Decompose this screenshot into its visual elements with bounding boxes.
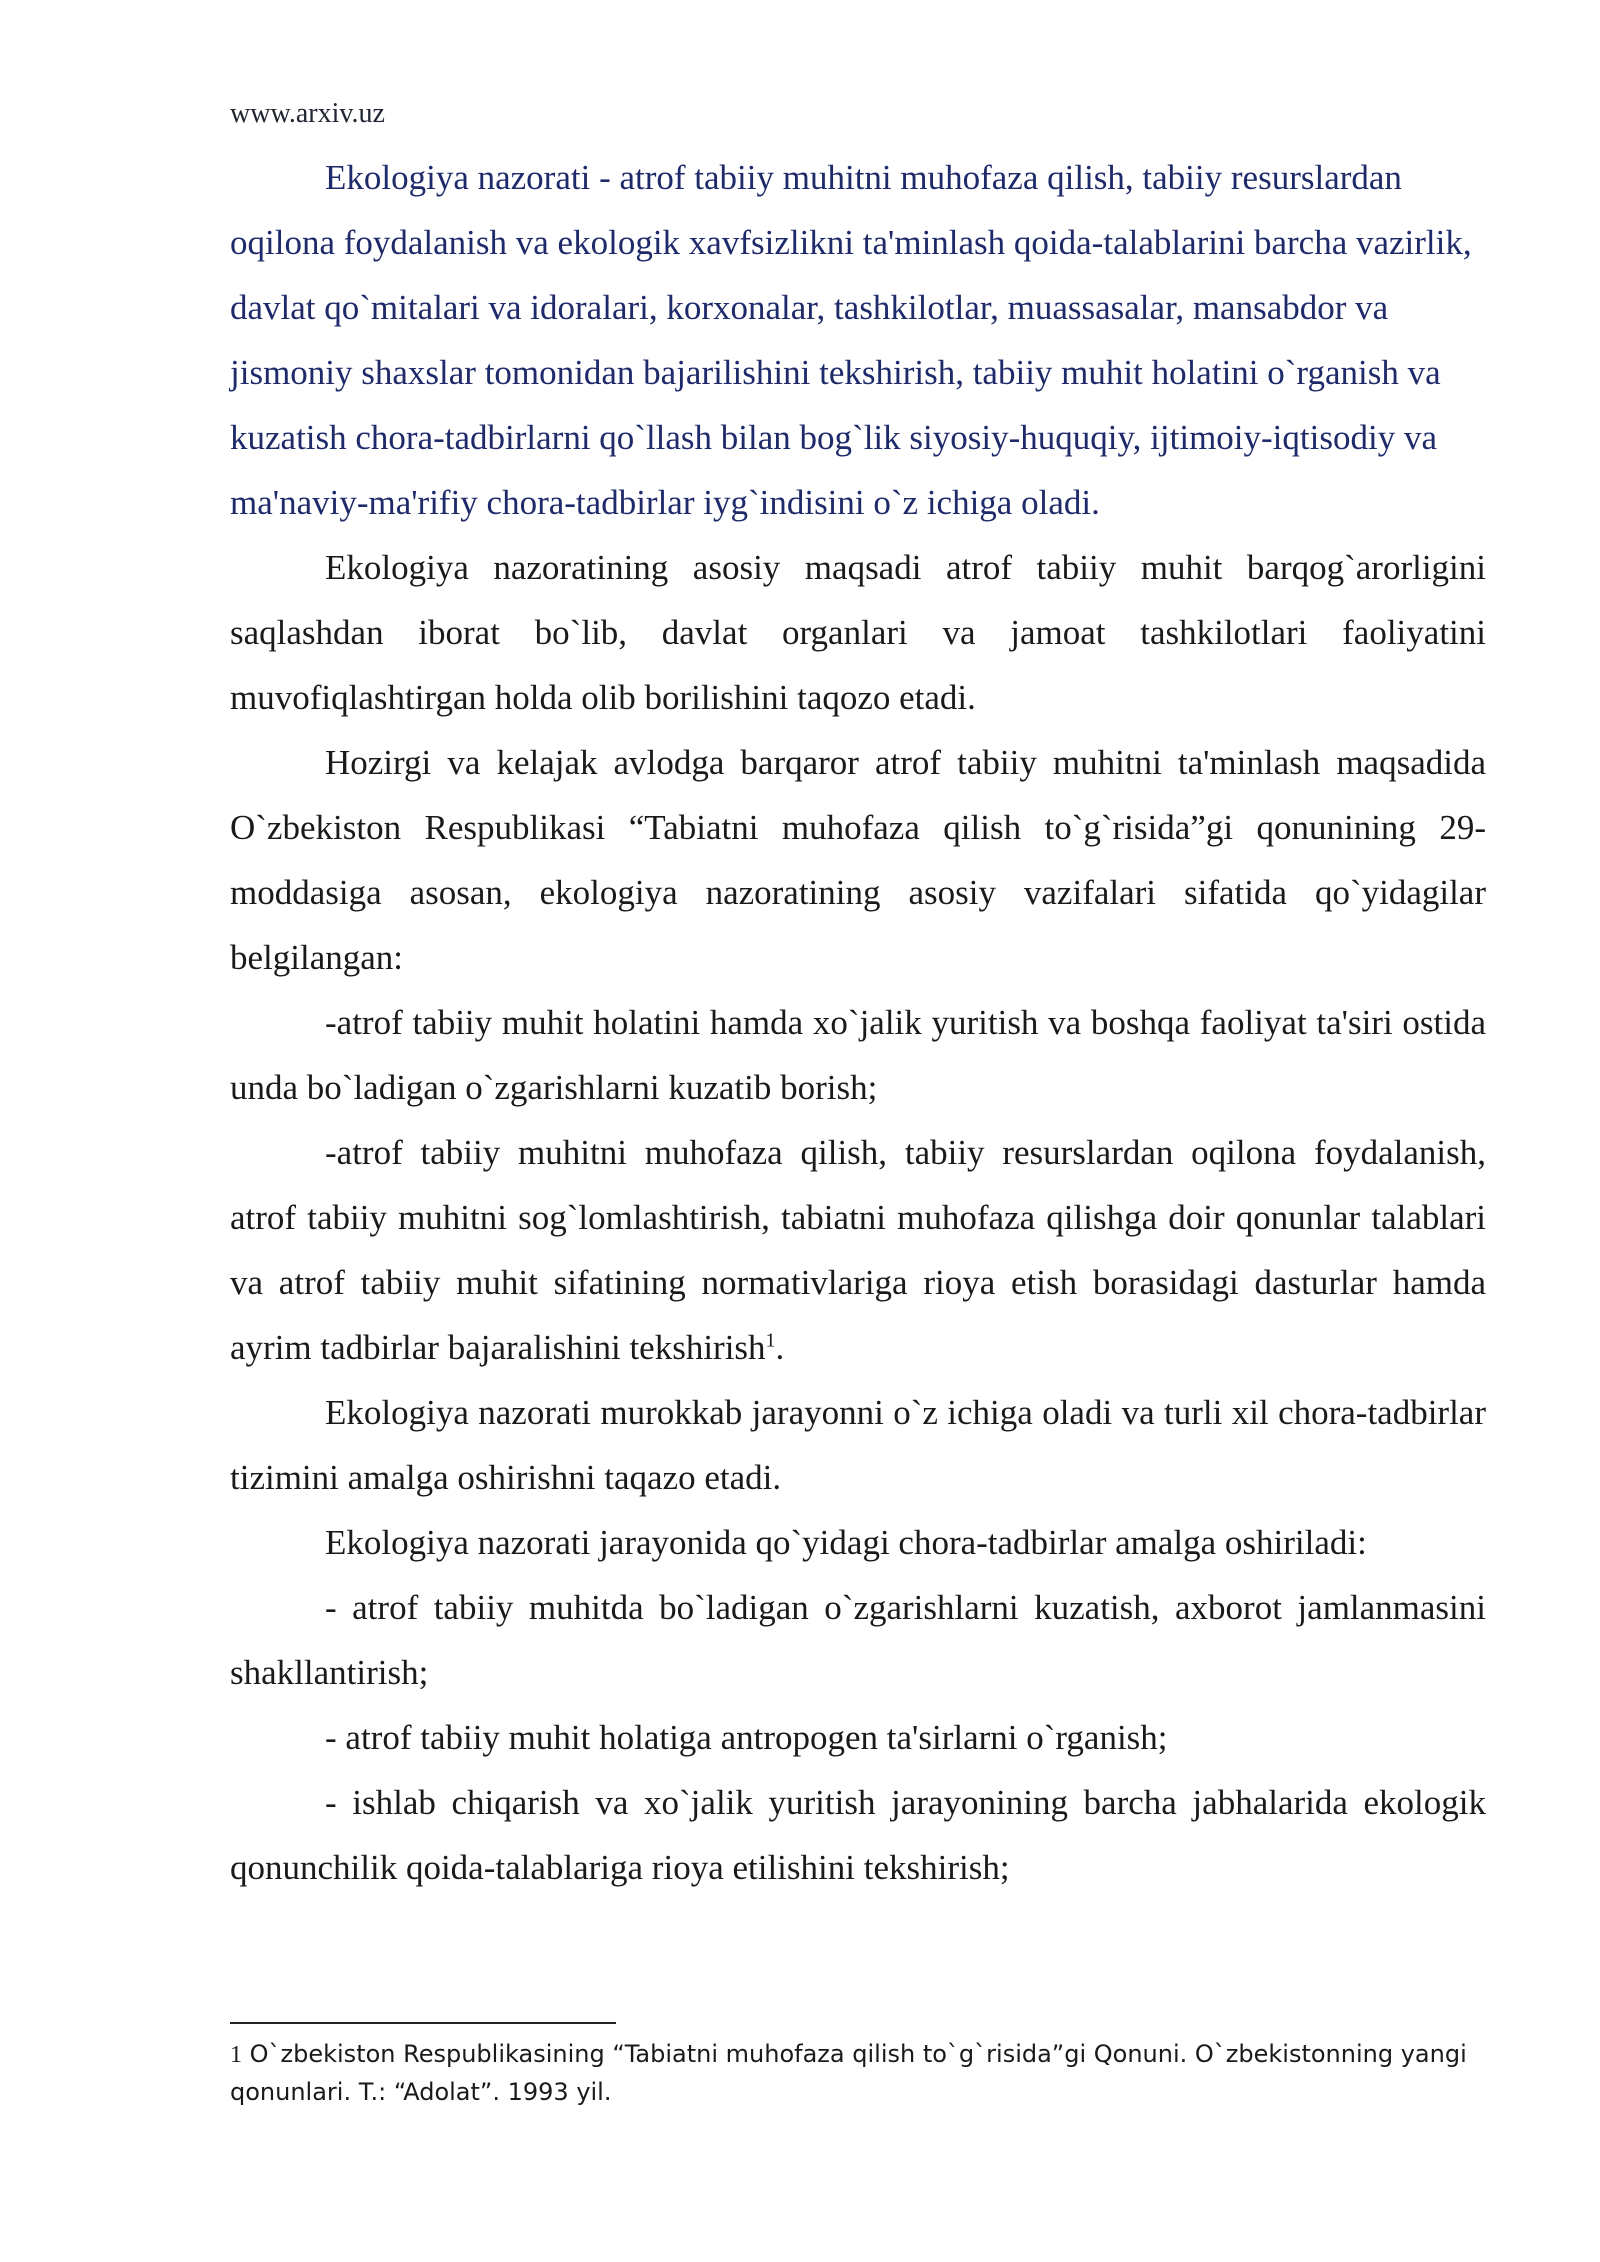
list-item-compliance: - ishlab chiqarish va xo`jalik yuritish jarayonining barcha jabhalarida ekologik qonunchilik qoida-talablariga rioya etilishini tekshirish; bbox=[230, 1783, 1486, 1887]
paragraph-main-goal: Ekologiya nazoratining asosiy maqsadi atrof tabiiy muhit barqog`arorligini saqlashdan iborat bo`lib, davlat organlari va jamoat tashkilotlari faoliyatini muvofiqlashtirgan holda olib borilishini taqozo etadi. bbox=[230, 548, 1486, 717]
footnote-text: O`zbekiston Respublikasining “Tabiatni muhofaza qilish to`g`risida”gi Qonuni. O`zbekistonning yangi qonunlari. T.: “Adolat”. 1993 yil. bbox=[230, 2040, 1467, 2106]
paragraph-measures-intro: Ekologiya nazorati jarayonida qo`yidagi chora-tadbirlar amalga oshiriladi: bbox=[325, 1523, 1367, 1562]
paragraph-tasks-intro: Hozirgi va kelajak avlodga barqaror atrof tabiiy muhitni ta'minlash maqsadida O`zbekiston Respublikasi “Tabiatni muhofaza qilish to`g`risida”gi qonunining 29-moddasiga asosan, ekologiya nazoratining asosiy vazifalari sifatida qo`yidagilar belgilangan: bbox=[230, 743, 1486, 977]
list-item-monitoring: -atrof tabiiy muhit holatini hamda xo`jalik yuritish va boshqa faoliyat ta'siri ostida unda bo`ladigan o`zgarishlarni kuzatib borish; bbox=[230, 1003, 1486, 1107]
header-url: www.arxiv.uz bbox=[230, 98, 385, 129]
list-item-observation: - atrof tabiiy muhitda bo`ladigan o`zgarishlarni kuzatish, axborot jamlanmasini shakllantirish; bbox=[230, 1588, 1486, 1692]
footnote-reference[interactable]: 1 bbox=[765, 1329, 776, 1352]
footnote bbox=[230, 2036, 1486, 2111]
paragraph-end-period: . bbox=[775, 1328, 785, 1367]
footnote-divider bbox=[230, 2022, 616, 2024]
paragraph-complex-process: Ekologiya nazorati murokkab jarayonni o`z ichiga oladi va turli xil chora-tadbirlar tizimini amalga oshirishni taqazo etadi. bbox=[230, 1393, 1486, 1497]
paragraph-definition: Ekologiya nazorati - atrof tabiiy muhitni muhofaza qilish, tabiiy resurslardan oqilona foydalanish va ekologik xavfsizlikni ta'minlash qoida-talablarini barcha vazirlik, davlat qo`mitalari va idoralari, korxonalar, tashkilotlar, muassasalar, mansabdor va jismoniy shaxslar tomonidan bajarilishini tekshirish, tabiiy muhit holatini o`rganish va kuzatish chora-tadbirlarni qo`llash bilan bog`lik siyosiy-huquqiy, ijtimoiy-iqtisodiy va ma'naviy-ma'rifiy chora-tadbirlar iyg`indisini o`z ichiga oladi. bbox=[230, 158, 1472, 522]
paragraph-text: -atrof tabiiy muhitni muhofaza qilish, tabiiy resurslardan oqilona foydalanish, atrof tabiiy muhitni sog`lomlashtirish, tabiatni muhofaza qilishga doir qonunlar talablari va atrof tabiiy muhit sifatining normativlariga rioya etish borasidagi dasturlar hamda ayrim tadbirlar bajaralishini tekshirish bbox=[230, 1133, 1486, 1367]
list-item-inspection bbox=[230, 1120, 1486, 1380]
footnote-number: 1 bbox=[230, 2042, 242, 2068]
list-item-anthropogenic: - atrof tabiiy muhit holatiga antropogen ta'sirlarni o`rganish; bbox=[325, 1718, 1168, 1757]
document-body bbox=[230, 145, 1486, 1900]
